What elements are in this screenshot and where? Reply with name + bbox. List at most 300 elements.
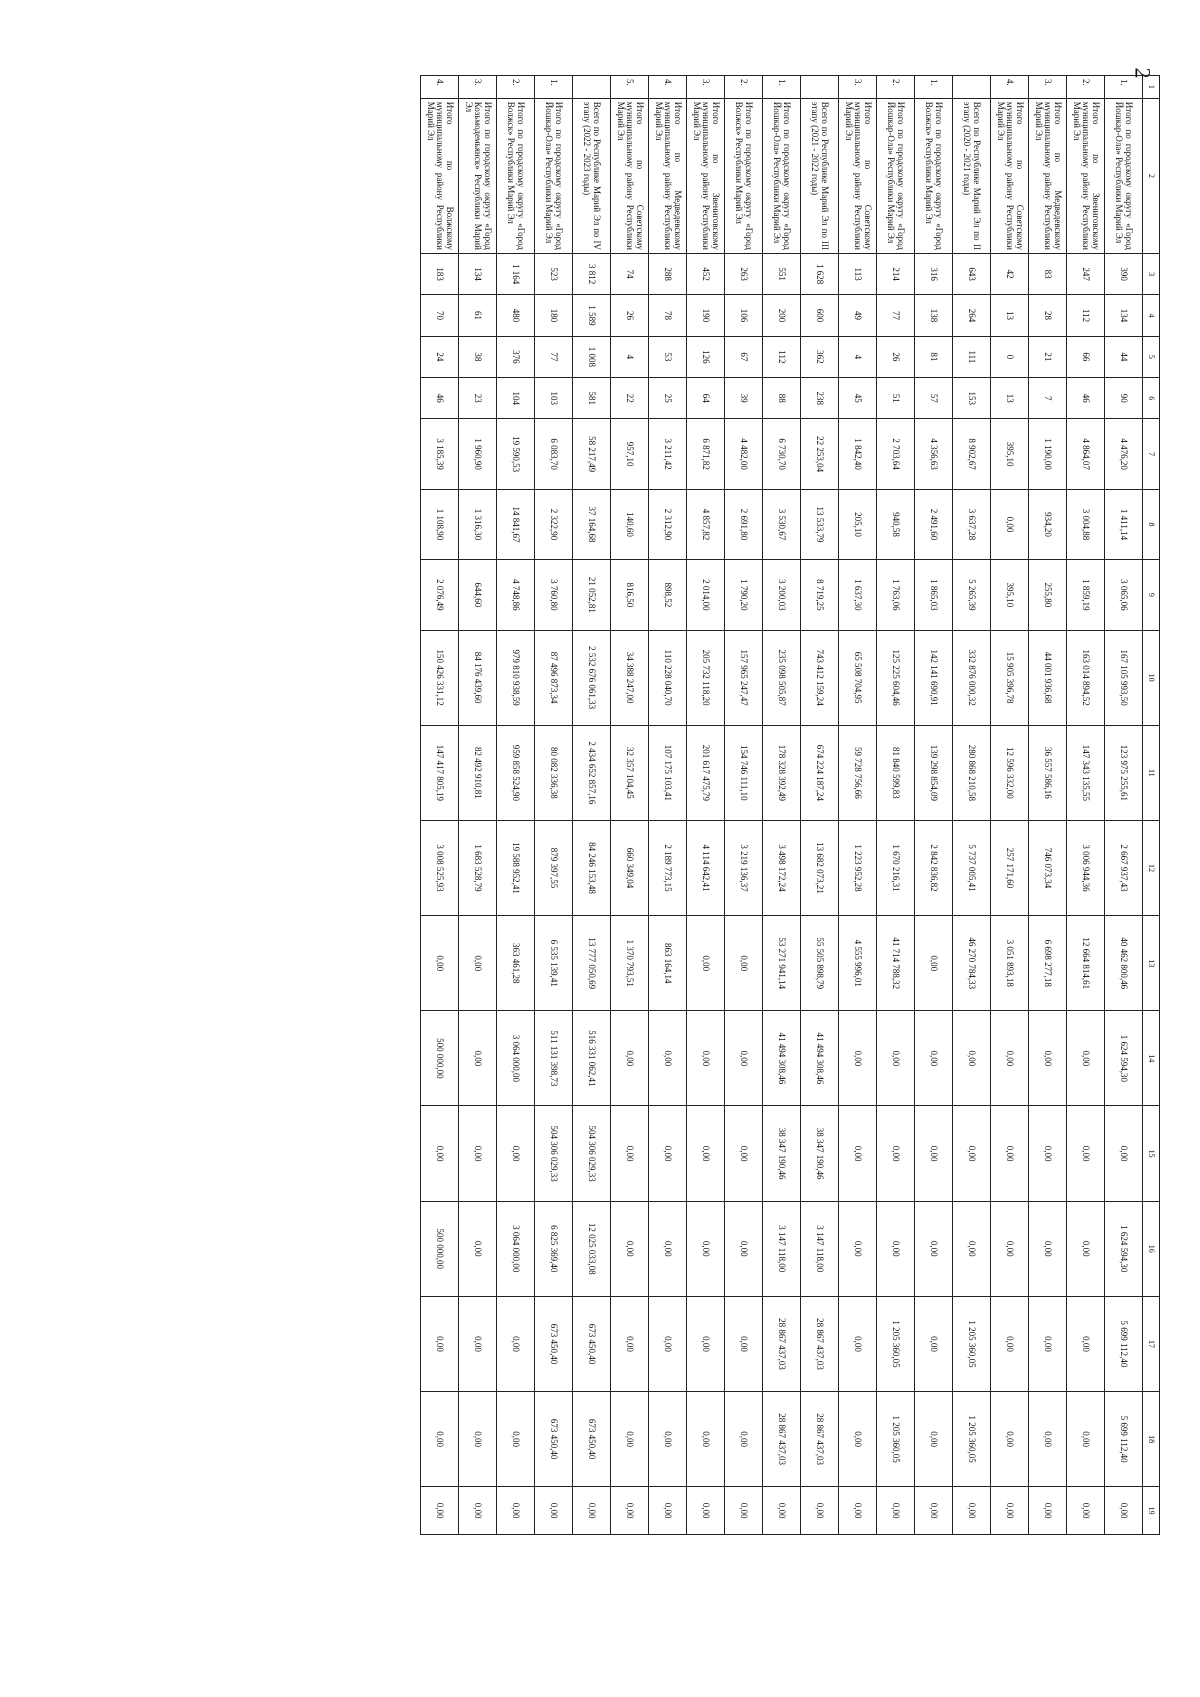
cell-c7: 1 960,90 <box>459 419 497 489</box>
cell-c18: 0,00 <box>497 1392 535 1487</box>
cell-c6: 45 <box>839 378 877 419</box>
cell-c4: 28 <box>1029 295 1067 336</box>
cell-c19: 0,00 <box>801 1487 839 1535</box>
cell-c7: 6 083,70 <box>535 419 573 489</box>
cell-c6: 64 <box>687 378 725 419</box>
cell-c9: 3 065,06 <box>1105 560 1143 630</box>
cell-c10: 150 426 331,12 <box>421 630 459 725</box>
cell-c8: 14 841,67 <box>497 489 535 559</box>
cell-c14: 41 494 308,46 <box>763 1011 801 1106</box>
cell-c3: 214 <box>877 253 915 294</box>
column-header-6: 6 <box>1143 378 1160 419</box>
cell-c5: 53 <box>649 336 687 377</box>
row-name: Итого по городскому округу «Город Йошкар-Ола» Республики Марий Эл <box>763 98 801 253</box>
cell-c9: 1 763,06 <box>877 560 915 630</box>
cell-c9: 898,52 <box>649 560 687 630</box>
row-name: Итого по Звениговскому муниципальному району Республики Марий Эл <box>687 98 725 253</box>
cell-c3: 113 <box>839 253 877 294</box>
cell-c12: 5 737 005,41 <box>953 820 991 915</box>
cell-c13: 40 462 800,46 <box>1105 916 1143 1011</box>
cell-c19: 0,00 <box>877 1487 915 1535</box>
cell-c13: 363 461,28 <box>497 916 535 1011</box>
row-name: Итого по городскому округу «Город Козьмодемьянск» Республики Марий Эл <box>459 98 497 253</box>
column-header-11: 11 <box>1143 725 1160 820</box>
cell-c16: 3 064 000,00 <box>497 1201 535 1296</box>
cell-c11: 674 224 187,24 <box>801 725 839 820</box>
cell-c13: 53 271 941,14 <box>763 916 801 1011</box>
column-header-16: 16 <box>1143 1201 1160 1296</box>
cell-c12: 3 219 136,37 <box>725 820 763 915</box>
cell-c19: 0,00 <box>839 1487 877 1535</box>
cell-c10: 142 141 690,91 <box>915 630 953 725</box>
cell-c13: 12 664 814,61 <box>1067 916 1105 1011</box>
cell-c14: 0,00 <box>459 1011 497 1106</box>
cell-c3: 42 <box>991 253 1029 294</box>
cell-c17: 1 205 360,05 <box>877 1296 915 1391</box>
cell-c19: 0,00 <box>649 1487 687 1535</box>
cell-c9: 644,60 <box>459 560 497 630</box>
cell-c7: 1 190,00 <box>1029 419 1067 489</box>
cell-c7: 3 185,39 <box>421 419 459 489</box>
cell-c14: 0,00 <box>649 1011 687 1106</box>
cell-c15: 0,00 <box>1067 1106 1105 1201</box>
cell-c19: 0,00 <box>1105 1487 1143 1535</box>
cell-c10: 157 965 247,47 <box>725 630 763 725</box>
cell-c11: 80 082 336,38 <box>535 725 573 820</box>
cell-c4: 134 <box>1105 295 1143 336</box>
cell-c8: 2 691,80 <box>725 489 763 559</box>
cell-c14: 0,00 <box>991 1011 1029 1106</box>
cell-c5: 0 <box>991 336 1029 377</box>
cell-c18: 0,00 <box>1029 1392 1067 1487</box>
table-total-row <box>573 76 611 1535</box>
row-index: 2. <box>1067 76 1105 99</box>
cell-c18: 28 867 437,03 <box>801 1392 839 1487</box>
cell-c3: 183 <box>421 253 459 294</box>
cell-c12: 3 498 172,24 <box>763 820 801 915</box>
cell-c8: 13 533,79 <box>801 489 839 559</box>
cell-c9: 255,80 <box>1029 560 1067 630</box>
cell-c8: 2 322,90 <box>535 489 573 559</box>
cell-c14: 1 624 594,30 <box>1105 1011 1143 1106</box>
row-name: Итого по Волжскому муниципальному району Республики Марий Эл <box>421 98 459 253</box>
cell-c7: 6 871,82 <box>687 419 725 489</box>
cell-c15: 0,00 <box>1105 1106 1143 1201</box>
row-name: Итого по Медведевскому муниципальному району Республики Марий Эл <box>649 98 687 253</box>
cell-c10: 110 228 040,70 <box>649 630 687 725</box>
cell-c6: 25 <box>649 378 687 419</box>
column-header-13: 13 <box>1143 916 1160 1011</box>
cell-c3: 1 628 <box>801 253 839 294</box>
cell-c18: 0,00 <box>611 1392 649 1487</box>
cell-c11: 147 343 135,55 <box>1067 725 1105 820</box>
cell-c15: 0,00 <box>687 1106 725 1201</box>
cell-c17: 0,00 <box>649 1296 687 1391</box>
cell-c11: 280 868 210,58 <box>953 725 991 820</box>
cell-c17: 0,00 <box>1067 1296 1105 1391</box>
cell-c14: 0,00 <box>915 1011 953 1106</box>
cell-c10: 167 105 993,50 <box>1105 630 1143 725</box>
cell-c5: 4 <box>839 336 877 377</box>
cell-c14: 0,00 <box>687 1011 725 1106</box>
row-index: 2. <box>877 76 915 99</box>
row-name: Всего по Республике Марий Эл по III этапу (2021 - 2022 годы) <box>801 98 839 253</box>
data-table <box>420 75 1160 1535</box>
page-number: 2 <box>1130 67 1156 79</box>
cell-c14: 0,00 <box>611 1011 649 1106</box>
row-index: 2. <box>497 76 535 99</box>
cell-c17: 1 205 360,05 <box>953 1296 991 1391</box>
table-row <box>1105 76 1143 1535</box>
column-header-12: 12 <box>1143 820 1160 915</box>
cell-c11: 201 617 475,79 <box>687 725 725 820</box>
row-name: Итого по Советскому муниципальному району Республики Марий Эл <box>839 98 877 253</box>
column-header-9: 9 <box>1143 560 1160 630</box>
cell-c16: 500 000,00 <box>421 1201 459 1296</box>
cell-c5: 126 <box>687 336 725 377</box>
cell-c16: 0,00 <box>1029 1201 1067 1296</box>
cell-c12: 2 667 937,43 <box>1105 820 1143 915</box>
cell-c16: 0,00 <box>953 1201 991 1296</box>
cell-c7: 22 253,04 <box>801 419 839 489</box>
row-name: Итого по городскому округу «Город Волжск» Республики Марий Эл <box>725 98 763 253</box>
cell-c9: 5 265,39 <box>953 560 991 630</box>
cell-c6: 104 <box>497 378 535 419</box>
row-index: 3. <box>459 76 497 99</box>
cell-c5: 112 <box>763 336 801 377</box>
row-index: 2. <box>725 76 763 99</box>
row-index <box>573 76 611 99</box>
row-name: Итого по городскому округу «Город Йошкар-Ола» Республики Марий Эл <box>877 98 915 253</box>
cell-c19: 0,00 <box>1067 1487 1105 1535</box>
cell-c4: 200 <box>763 295 801 336</box>
cell-c17: 0,00 <box>1029 1296 1067 1391</box>
cell-c12: 1 670 216,31 <box>877 820 915 915</box>
cell-c17: 673 450,40 <box>535 1296 573 1391</box>
cell-c13: 6 698 277,18 <box>1029 916 1067 1011</box>
cell-c3: 452 <box>687 253 725 294</box>
cell-c6: 13 <box>991 378 1029 419</box>
cell-c6: 153 <box>953 378 991 419</box>
cell-c11: 36 557 586,16 <box>1029 725 1067 820</box>
cell-c18: 0,00 <box>459 1392 497 1487</box>
cell-c8: 3 004,88 <box>1067 489 1105 559</box>
cell-c6: 581 <box>573 378 611 419</box>
cell-c9: 2 076,49 <box>421 560 459 630</box>
cell-c19: 0,00 <box>915 1487 953 1535</box>
cell-c9: 2 014,00 <box>687 560 725 630</box>
cell-c17: 28 867 437,03 <box>801 1296 839 1391</box>
cell-c12: 84 246 153,48 <box>573 820 611 915</box>
row-name: Итого по Звениговскому муниципальному району Республики Марий Эл <box>1067 98 1105 253</box>
cell-c12: 660 349,04 <box>611 820 649 915</box>
cell-c16: 0,00 <box>877 1201 915 1296</box>
cell-c10: 235 098 505,87 <box>763 630 801 725</box>
cell-c15: 0,00 <box>725 1106 763 1201</box>
column-header-14: 14 <box>1143 1011 1160 1106</box>
cell-c16: 12 025 033,08 <box>573 1201 611 1296</box>
cell-c14: 0,00 <box>953 1011 991 1106</box>
cell-c15: 38 347 190,46 <box>763 1106 801 1201</box>
cell-c7: 58 217,49 <box>573 419 611 489</box>
column-header-1: 1 <box>1143 76 1160 99</box>
cell-c5: 21 <box>1029 336 1067 377</box>
cell-c17: 0,00 <box>991 1296 1029 1391</box>
cell-c5: 376 <box>497 336 535 377</box>
row-name: Всего по Республике Марий Эл по II этапу (2020 - 2021 годы) <box>953 98 991 253</box>
cell-c13: 0,00 <box>687 916 725 1011</box>
row-index: 4. <box>649 76 687 99</box>
cell-c18: 0,00 <box>725 1392 763 1487</box>
cell-c5: 44 <box>1105 336 1143 377</box>
cell-c8: 1 316,30 <box>459 489 497 559</box>
cell-c15: 0,00 <box>915 1106 953 1201</box>
cell-c18: 0,00 <box>915 1392 953 1487</box>
cell-c15: 0,00 <box>497 1106 535 1201</box>
cell-c4: 480 <box>497 295 535 336</box>
cell-c18: 673 450,40 <box>535 1392 573 1487</box>
column-header-15: 15 <box>1143 1106 1160 1201</box>
cell-c4: 49 <box>839 295 877 336</box>
cell-c10: 125 225 604,46 <box>877 630 915 725</box>
table-row <box>497 76 535 1535</box>
cell-c19: 0,00 <box>725 1487 763 1535</box>
cell-c3: 523 <box>535 253 573 294</box>
cell-c12: 746 073,34 <box>1029 820 1067 915</box>
column-header-2: 2 <box>1143 98 1160 253</box>
cell-c8: 1 411,14 <box>1105 489 1143 559</box>
cell-c12: 4 114 642,41 <box>687 820 725 915</box>
table-row <box>687 76 725 1535</box>
cell-c15: 38 347 190,46 <box>801 1106 839 1201</box>
cell-c13: 46 270 784,33 <box>953 916 991 1011</box>
column-header-4: 4 <box>1143 295 1160 336</box>
cell-c18: 0,00 <box>421 1392 459 1487</box>
cell-c3: 1 164 <box>497 253 535 294</box>
cell-c10: 332 876 000,32 <box>953 630 991 725</box>
cell-c18: 0,00 <box>839 1392 877 1487</box>
cell-c11: 82 492 910,81 <box>459 725 497 820</box>
row-name: Итого по городскому округу «Город Волжск» Республики Марий Эл <box>497 98 535 253</box>
cell-c9: 816,50 <box>611 560 649 630</box>
cell-c14: 516 331 062,41 <box>573 1011 611 1106</box>
cell-c16: 3 147 118,00 <box>801 1201 839 1296</box>
cell-c7: 19 590,53 <box>497 419 535 489</box>
cell-c12: 2 189 773,15 <box>649 820 687 915</box>
cell-c4: 600 <box>801 295 839 336</box>
cell-c4: 138 <box>915 295 953 336</box>
cell-c17: 0,00 <box>497 1296 535 1391</box>
cell-c9: 8 719,25 <box>801 560 839 630</box>
table-row <box>839 76 877 1535</box>
cell-c6: 7 <box>1029 378 1067 419</box>
table-row <box>611 76 649 1535</box>
cell-c7: 6 730,70 <box>763 419 801 489</box>
cell-c14: 0,00 <box>1067 1011 1105 1106</box>
cell-c12: 2 842 836,82 <box>915 820 953 915</box>
cell-c13: 6 535 139,41 <box>535 916 573 1011</box>
cell-c3: 247 <box>1067 253 1105 294</box>
cell-c8: 2 312,90 <box>649 489 687 559</box>
row-name: Итого по городскому округу «Город Йошкар-Ола» Республики Марий Эл <box>1105 98 1143 253</box>
cell-c13: 13 777 050,69 <box>573 916 611 1011</box>
cell-c4: 78 <box>649 295 687 336</box>
column-header-19: 19 <box>1143 1487 1160 1535</box>
cell-c14: 511 131 398,73 <box>535 1011 573 1106</box>
cell-c6: 46 <box>421 378 459 419</box>
cell-c16: 6 825 369,40 <box>535 1201 573 1296</box>
cell-c7: 4 356,63 <box>915 419 953 489</box>
cell-c13: 0,00 <box>915 916 953 1011</box>
cell-c4: 112 <box>1067 295 1105 336</box>
cell-c3: 390 <box>1105 253 1143 294</box>
cell-c14: 0,00 <box>839 1011 877 1106</box>
cell-c12: 13 682 073,21 <box>801 820 839 915</box>
cell-c8: 934,20 <box>1029 489 1067 559</box>
cell-c18: 1 205 360,05 <box>953 1392 991 1487</box>
column-header-17: 17 <box>1143 1296 1160 1391</box>
cell-c19: 0,00 <box>535 1487 573 1535</box>
cell-c15: 0,00 <box>649 1106 687 1201</box>
table-total-row <box>953 76 991 1535</box>
cell-c11: 147 417 805,19 <box>421 725 459 820</box>
cell-c15: 0,00 <box>953 1106 991 1201</box>
cell-c15: 504 306 029,33 <box>573 1106 611 1201</box>
table-row <box>991 76 1029 1535</box>
cell-c14: 41 494 308,46 <box>801 1011 839 1106</box>
cell-c17: 28 867 437,03 <box>763 1296 801 1391</box>
cell-c5: 111 <box>953 336 991 377</box>
cell-c11: 107 175 103,41 <box>649 725 687 820</box>
cell-c10: 65 508 704,95 <box>839 630 877 725</box>
cell-c9: 1 865,03 <box>915 560 953 630</box>
cell-c13: 41 714 788,32 <box>877 916 915 1011</box>
cell-c12: 19 588 952,41 <box>497 820 535 915</box>
cell-c8: 940,58 <box>877 489 915 559</box>
cell-c17: 0,00 <box>915 1296 953 1391</box>
cell-c17: 0,00 <box>687 1296 725 1391</box>
cell-c18: 0,00 <box>687 1392 725 1487</box>
column-header-8: 8 <box>1143 489 1160 559</box>
cell-c19: 0,00 <box>611 1487 649 1535</box>
cell-c8: 3 530,67 <box>763 489 801 559</box>
cell-c7: 2 703,64 <box>877 419 915 489</box>
cell-c10: 979 810 938,59 <box>497 630 535 725</box>
cell-c17: 5 699 112,40 <box>1105 1296 1143 1391</box>
cell-c4: 61 <box>459 295 497 336</box>
cell-c7: 395,10 <box>991 419 1029 489</box>
cell-c19: 0,00 <box>459 1487 497 1535</box>
row-name: Всего по Республике Марий Эл по IV этапу (2022 - 2023 годы) <box>573 98 611 253</box>
table-row <box>877 76 915 1535</box>
cell-c6: 39 <box>725 378 763 419</box>
cell-c10: 87 496 873,34 <box>535 630 573 725</box>
cell-c5: 81 <box>915 336 953 377</box>
cell-c17: 0,00 <box>839 1296 877 1391</box>
cell-c6: 238 <box>801 378 839 419</box>
cell-c9: 395,10 <box>991 560 1029 630</box>
cell-c11: 139 298 854,09 <box>915 725 953 820</box>
cell-c12: 3 008 525,93 <box>421 820 459 915</box>
cell-c6: 51 <box>877 378 915 419</box>
cell-c10: 84 176 439,60 <box>459 630 497 725</box>
cell-c16: 0,00 <box>991 1201 1029 1296</box>
cell-c5: 24 <box>421 336 459 377</box>
cell-c9: 1 790,20 <box>725 560 763 630</box>
cell-c13: 3 051 893,18 <box>991 916 1029 1011</box>
cell-c11: 123 975 255,61 <box>1105 725 1143 820</box>
cell-c5: 26 <box>877 336 915 377</box>
cell-c8: 0,00 <box>991 489 1029 559</box>
cell-c16: 0,00 <box>1067 1201 1105 1296</box>
cell-c15: 0,00 <box>839 1106 877 1201</box>
cell-c11: 178 328 392,49 <box>763 725 801 820</box>
row-name: Итого по Советскому муниципальному району Республики Марий Эл <box>611 98 649 253</box>
cell-c9: 3 200,03 <box>763 560 801 630</box>
cell-c18: 0,00 <box>1067 1392 1105 1487</box>
cell-c19: 0,00 <box>421 1487 459 1535</box>
cell-c7: 957,10 <box>611 419 649 489</box>
cell-c16: 0,00 <box>687 1201 725 1296</box>
cell-c11: 154 746 111,10 <box>725 725 763 820</box>
cell-c10: 205 732 118,20 <box>687 630 725 725</box>
cell-c8: 3 637,28 <box>953 489 991 559</box>
cell-c15: 0,00 <box>421 1106 459 1201</box>
cell-c4: 106 <box>725 295 763 336</box>
row-index: 4. <box>991 76 1029 99</box>
cell-c4: 190 <box>687 295 725 336</box>
column-header-5: 5 <box>1143 336 1160 377</box>
table-row <box>535 76 573 1535</box>
row-index: 3. <box>1029 76 1067 99</box>
cell-c10: 15 905 396,78 <box>991 630 1029 725</box>
cell-c7: 4 482,00 <box>725 419 763 489</box>
row-index: 1. <box>915 76 953 99</box>
cell-c16: 3 147 118,00 <box>763 1201 801 1296</box>
cell-c11: 59 728 756,66 <box>839 725 877 820</box>
cell-c8: 4 857,82 <box>687 489 725 559</box>
cell-c11: 81 840 599,83 <box>877 725 915 820</box>
cell-c10: 44 001 936,68 <box>1029 630 1067 725</box>
cell-c19: 0,00 <box>573 1487 611 1535</box>
cell-c11: 12 596 332,00 <box>991 725 1029 820</box>
cell-c12: 1 223 952,28 <box>839 820 877 915</box>
cell-c9: 4 748,86 <box>497 560 535 630</box>
cell-c15: 0,00 <box>611 1106 649 1201</box>
cell-c17: 0,00 <box>459 1296 497 1391</box>
cell-c18: 0,00 <box>649 1392 687 1487</box>
column-header-7: 7 <box>1143 419 1160 489</box>
rotated-table-container <box>120 75 1160 1535</box>
cell-c10: 2 532 676 061,33 <box>573 630 611 725</box>
cell-c19: 0,00 <box>953 1487 991 1535</box>
cell-c16: 0,00 <box>611 1201 649 1296</box>
cell-c8: 205,10 <box>839 489 877 559</box>
cell-c15: 504 306 029,33 <box>535 1106 573 1201</box>
cell-c3: 316 <box>915 253 953 294</box>
cell-c3: 263 <box>725 253 763 294</box>
row-name: Итого по Медведевскому муниципальному району Республики Марий Эл <box>1029 98 1067 253</box>
cell-c5: 4 <box>611 336 649 377</box>
table-row <box>725 76 763 1535</box>
cell-c7: 8 902,67 <box>953 419 991 489</box>
cell-c13: 55 505 898,79 <box>801 916 839 1011</box>
cell-c7: 4 476,20 <box>1105 419 1143 489</box>
table-body <box>421 76 1143 1535</box>
cell-c15: 0,00 <box>877 1106 915 1201</box>
cell-c11: 32 357 104,45 <box>611 725 649 820</box>
cell-c7: 1 842,40 <box>839 419 877 489</box>
